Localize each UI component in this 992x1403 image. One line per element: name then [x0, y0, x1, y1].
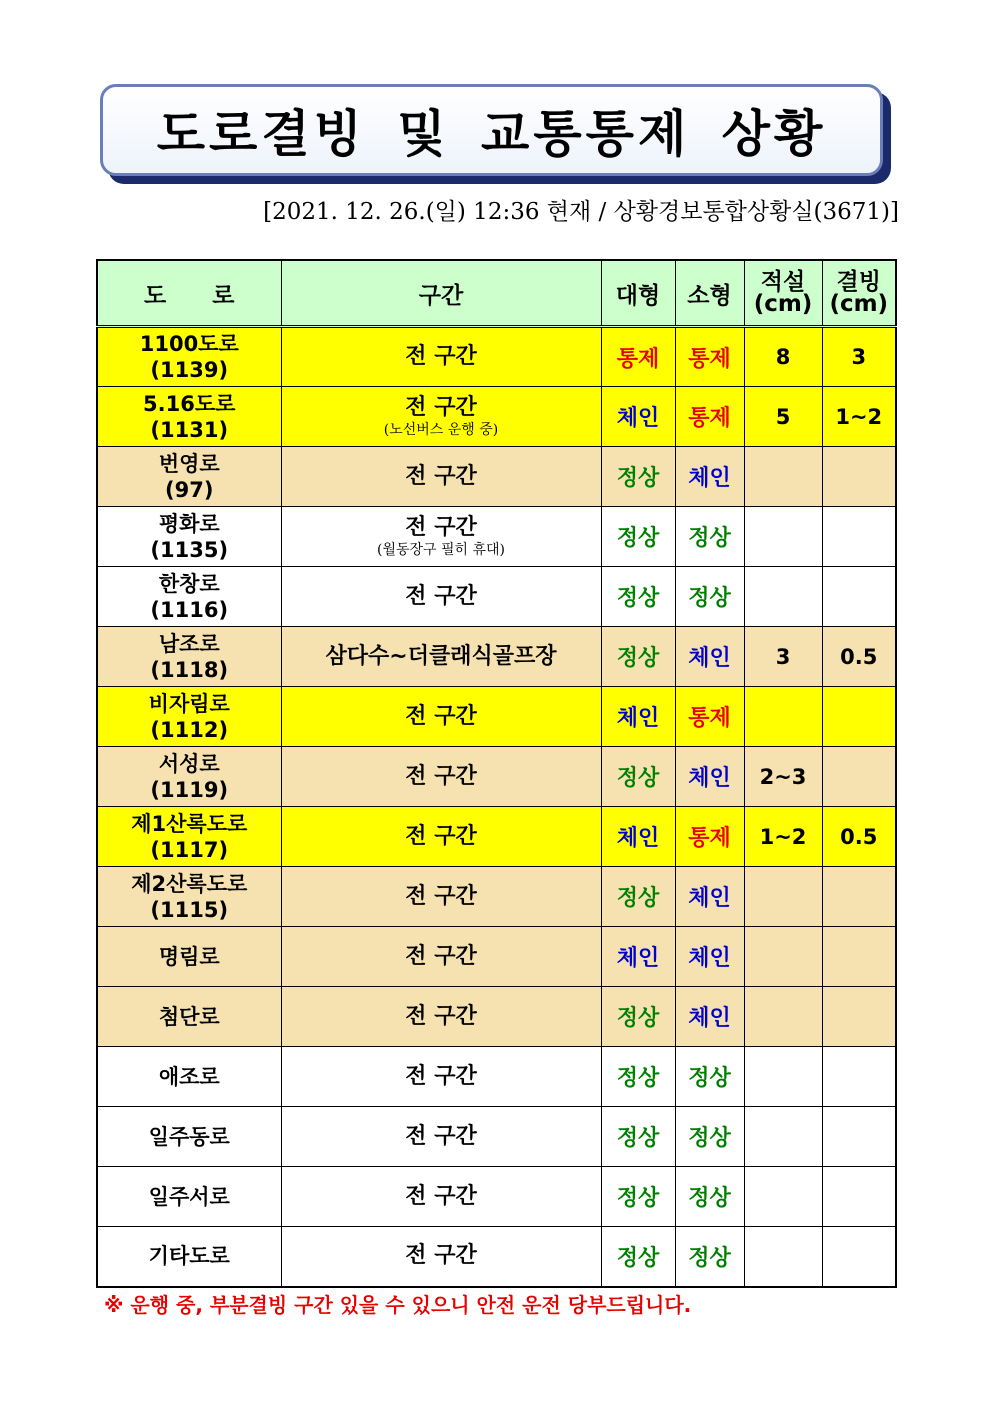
large-vehicle-status: 정상 — [601, 747, 675, 807]
table-row — [97, 1167, 896, 1227]
large-vehicle-status: 통제 — [601, 327, 675, 387]
safety-notice: ※ 운행 중, 부분결빙 구간 있을 수 있으니 안전 운전 당부드립니다. — [104, 1293, 692, 1317]
road-name: 일주동로 — [148, 1124, 230, 1149]
section-cell — [281, 1047, 601, 1107]
snow-depth — [744, 567, 822, 627]
table-row — [97, 1107, 896, 1167]
section-text: 전 구간 — [405, 943, 477, 969]
header-large: 대형 — [601, 260, 675, 327]
small-vehicle-status: 정상 — [675, 507, 744, 567]
road-name: 남조로 — [158, 631, 220, 656]
road-cell — [97, 1227, 281, 1287]
road-code: (1131) — [150, 417, 229, 442]
section-cell — [281, 1167, 601, 1227]
ice-depth — [822, 567, 896, 627]
road-code: (97) — [165, 477, 214, 502]
large-vehicle-status: 체인 — [601, 687, 675, 747]
table-header-row — [97, 260, 896, 327]
table-row — [97, 447, 896, 507]
road-code: (1116) — [150, 597, 229, 622]
ice-depth — [822, 987, 896, 1047]
section-text: 전 구간 — [405, 1003, 477, 1029]
section-text: 전 구간 — [405, 823, 477, 849]
ice-depth — [822, 747, 896, 807]
snow-depth — [744, 507, 822, 567]
snow-depth — [744, 447, 822, 507]
large-vehicle-status: 정상 — [601, 567, 675, 627]
table-row — [97, 687, 896, 747]
ice-depth — [822, 1227, 896, 1287]
snow-depth — [744, 1167, 822, 1227]
ice-depth — [822, 507, 896, 567]
large-vehicle-status: 체인 — [601, 807, 675, 867]
road-code: (1118) — [150, 657, 229, 682]
small-vehicle-status: 통제 — [675, 327, 744, 387]
road-name: 명림로 — [158, 944, 220, 969]
road-cell — [97, 867, 281, 927]
large-vehicle-status: 정상 — [601, 867, 675, 927]
table-row — [97, 807, 896, 867]
road-name: 한창로 — [158, 571, 220, 596]
large-vehicle-status: 정상 — [601, 1047, 675, 1107]
header-ice-label: 결빙 — [836, 269, 881, 295]
road-name: 평화로 — [158, 511, 220, 536]
header-snow — [744, 260, 822, 327]
ice-depth — [822, 927, 896, 987]
table-body — [97, 327, 896, 1287]
small-vehicle-status: 정상 — [675, 1107, 744, 1167]
small-vehicle-status: 통제 — [675, 807, 744, 867]
section-text: 전 구간 — [405, 463, 477, 489]
road-cell — [97, 627, 281, 687]
large-vehicle-status: 정상 — [601, 1107, 675, 1167]
large-vehicle-status: 정상 — [601, 447, 675, 507]
large-vehicle-status: 체인 — [601, 927, 675, 987]
road-cell — [97, 1107, 281, 1167]
snow-depth — [744, 1047, 822, 1107]
header-ice-unit: (cm) — [829, 291, 889, 317]
ice-depth: 1~2 — [822, 387, 896, 447]
small-vehicle-status: 체인 — [675, 927, 744, 987]
ice-depth — [822, 867, 896, 927]
section-cell — [281, 687, 601, 747]
road-code: (1117) — [150, 837, 229, 862]
road-name: 제1산록도로 — [131, 811, 248, 836]
small-vehicle-status: 통제 — [675, 387, 744, 447]
road-code: (1139) — [150, 358, 229, 382]
road-status-table — [96, 259, 897, 1288]
table-row — [97, 1047, 896, 1107]
road-name: 서성로 — [158, 751, 220, 776]
road-cell — [97, 1167, 281, 1227]
small-vehicle-status: 체인 — [675, 867, 744, 927]
section-text: 전 구간 — [405, 344, 477, 369]
header-small: 소형 — [675, 260, 744, 327]
large-vehicle-status: 정상 — [601, 1227, 675, 1287]
section-text: 전 구간 — [405, 883, 477, 909]
snow-depth — [744, 867, 822, 927]
section-cell — [281, 507, 601, 567]
road-cell — [97, 927, 281, 987]
section-text: 삼다수~더클래식골프장 — [325, 643, 557, 669]
road-cell — [97, 447, 281, 507]
road-code: (1115) — [150, 897, 229, 922]
small-vehicle-status: 통제 — [675, 687, 744, 747]
section-text: 전 구간 — [405, 703, 477, 729]
ice-depth — [822, 1167, 896, 1227]
table-row — [97, 867, 896, 927]
road-code: (1135) — [150, 537, 229, 562]
road-name: 일주서로 — [148, 1184, 230, 1209]
section-cell — [281, 747, 601, 807]
large-vehicle-status: 정상 — [601, 1167, 675, 1227]
snow-depth: 2~3 — [744, 747, 822, 807]
section-text: 전 구간 — [405, 763, 477, 789]
snow-depth — [744, 1107, 822, 1167]
road-name: 번영로 — [158, 451, 220, 476]
large-vehicle-status: 정상 — [601, 627, 675, 687]
section-cell — [281, 867, 601, 927]
section-cell — [281, 567, 601, 627]
section-cell — [281, 387, 601, 447]
road-cell — [97, 987, 281, 1047]
road-cell — [97, 567, 281, 627]
small-vehicle-status: 정상 — [675, 1047, 744, 1107]
section-text: 전 구간 — [405, 1183, 477, 1209]
road-cell — [97, 387, 281, 447]
road-cell — [97, 807, 281, 867]
snow-depth — [744, 687, 822, 747]
ice-depth: 0.5 — [822, 807, 896, 867]
table-row — [97, 927, 896, 987]
section-text: 전 구간 — [405, 1123, 477, 1149]
snow-depth — [744, 927, 822, 987]
road-cell — [97, 507, 281, 567]
road-code: (1112) — [150, 717, 229, 742]
large-vehicle-status: 정상 — [601, 987, 675, 1047]
road-cell — [97, 687, 281, 747]
section-cell — [281, 327, 601, 387]
section-cell — [281, 447, 601, 507]
ice-depth: 3 — [822, 327, 896, 387]
road-name: 기타도로 — [148, 1244, 230, 1269]
section-text: 전 구간 — [405, 1243, 477, 1269]
section-text: 전 구간 — [405, 583, 477, 609]
small-vehicle-status: 정상 — [675, 1167, 744, 1227]
ice-depth — [822, 687, 896, 747]
snow-depth — [744, 987, 822, 1047]
road-name: 애조로 — [158, 1064, 220, 1089]
section-cell — [281, 807, 601, 867]
snow-depth — [744, 1227, 822, 1287]
table-row — [97, 327, 896, 387]
section-text: 전 구간 — [405, 514, 477, 540]
table-row — [97, 387, 896, 447]
table-row — [97, 987, 896, 1047]
small-vehicle-status: 정상 — [675, 1227, 744, 1287]
road-name: 첨단로 — [158, 1004, 220, 1029]
road-name: 제2산록도로 — [131, 871, 248, 896]
road-cell — [97, 1047, 281, 1107]
snow-depth: 3 — [744, 627, 822, 687]
header-section: 구간 — [281, 260, 601, 327]
table-row — [97, 567, 896, 627]
section-cell — [281, 627, 601, 687]
road-code: (1119) — [150, 777, 229, 802]
header-ice — [822, 260, 896, 327]
ice-depth — [822, 1107, 896, 1167]
section-cell — [281, 927, 601, 987]
road-name: 1100도로 — [139, 332, 239, 356]
title-box — [100, 84, 883, 176]
header-road: 도 로 — [97, 260, 281, 327]
ice-depth — [822, 1047, 896, 1107]
snow-depth: 8 — [744, 327, 822, 387]
section-note: (월동장구 필히 휴대) — [376, 541, 506, 558]
table-row — [97, 627, 896, 687]
small-vehicle-status: 체인 — [675, 987, 744, 1047]
large-vehicle-status: 체인 — [601, 387, 675, 447]
timestamp-subtitle: [2021. 12. 26.(일) 12:36 현재 / 상황경보통합상황실(3671)] — [263, 199, 899, 225]
small-vehicle-status: 정상 — [675, 567, 744, 627]
ice-depth: 0.5 — [822, 627, 896, 687]
section-note: (노선버스 운행 중) — [383, 421, 499, 438]
ice-depth — [822, 447, 896, 507]
header-snow-label: 적설 — [760, 269, 806, 295]
snow-depth: 1~2 — [744, 807, 822, 867]
road-cell — [97, 747, 281, 807]
road-name: 비자림로 — [148, 691, 230, 716]
section-cell — [281, 987, 601, 1047]
section-text: 전 구간 — [405, 1063, 477, 1089]
table-row — [97, 507, 896, 567]
road-cell — [97, 327, 281, 387]
snow-depth: 5 — [744, 387, 822, 447]
small-vehicle-status: 체인 — [675, 447, 744, 507]
table-row — [97, 747, 896, 807]
table-row — [97, 1227, 896, 1287]
road-name: 5.16도로 — [143, 391, 236, 416]
small-vehicle-status: 체인 — [675, 747, 744, 807]
small-vehicle-status: 체인 — [675, 627, 744, 687]
header-snow-unit: (cm) — [753, 291, 813, 317]
large-vehicle-status: 정상 — [601, 507, 675, 567]
section-cell — [281, 1107, 601, 1167]
page-title: 도로결빙 및 교통통제 상황 — [156, 105, 827, 163]
section-cell — [281, 1227, 601, 1287]
section-text: 전 구간 — [405, 394, 477, 420]
